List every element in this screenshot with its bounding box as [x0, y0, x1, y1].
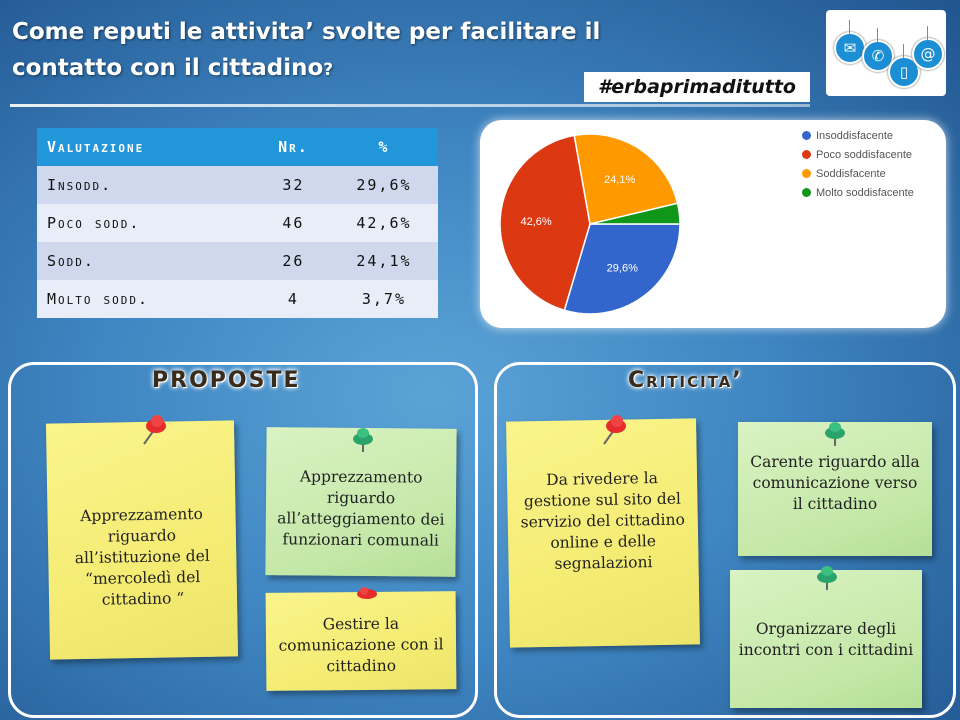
- note-text: Organizzare degli incontri con i cittadini: [738, 620, 914, 659]
- legend-swatch: [802, 150, 811, 159]
- title-line-2: contatto con il cittadino: [12, 55, 324, 81]
- legend-item: [802, 168, 886, 180]
- row-label: Sodd.: [37, 242, 257, 280]
- row-pct: 24,1%: [330, 242, 438, 280]
- row-pct: 42,6%: [330, 204, 438, 242]
- row-nr: 46: [257, 204, 330, 242]
- note-text: Da rivedere la gestione sul sito del servizio del cittadino online e delle segnalazioni: [520, 468, 686, 573]
- title-underline: [10, 104, 810, 107]
- legend-item: [802, 130, 893, 142]
- row-pct: 3,7%: [330, 280, 438, 318]
- sticky-note-criticita-1: [506, 418, 700, 647]
- table-row: [37, 204, 438, 242]
- phone-icon: ✆: [862, 40, 894, 72]
- legend-swatch: [802, 169, 811, 178]
- pie-slice-label: 24,1%: [604, 173, 636, 186]
- row-label: Poco sodd.: [37, 204, 257, 242]
- sticky-note-proposta-3: [266, 591, 457, 691]
- table-row: [37, 280, 438, 318]
- title-line-1: Come reputi le attivita’ svolte per facilitare il: [12, 19, 601, 45]
- row-nr: 4: [257, 280, 330, 318]
- table-header-row: [37, 128, 438, 166]
- legend-label: Soddisfacente: [816, 168, 886, 180]
- header-valutazione: Valutazione: [37, 128, 257, 166]
- note-text: Gestire la comunicazione con il cittadino: [278, 614, 444, 675]
- pie-slice-label: 29,6%: [606, 262, 638, 275]
- legend-item: [802, 149, 912, 161]
- pie-chart: [480, 120, 720, 328]
- legend-swatch: [802, 131, 811, 140]
- criticita-title: Criticita’: [628, 368, 743, 393]
- green-pin-icon: [346, 424, 380, 454]
- row-label: Molto sodd.: [37, 280, 257, 318]
- legend-label: Molto soddisfacente: [816, 187, 914, 199]
- row-nr: 26: [257, 242, 330, 280]
- contact-icons-graphic: [826, 10, 946, 96]
- header-nr: Nr.: [257, 128, 330, 166]
- header-pct: %: [330, 128, 438, 166]
- note-text: Carente riguardo alla comunicazione verso il cittadino: [750, 452, 920, 513]
- green-pin-icon: [810, 562, 844, 592]
- sticky-note-proposta-1: [46, 420, 238, 659]
- mobile-icon: ▯: [888, 56, 920, 88]
- green-pin-icon: [818, 418, 852, 448]
- red-pin-icon: [350, 584, 384, 606]
- title-question-mark: ?: [323, 60, 334, 80]
- pie-chart-card: [480, 120, 946, 328]
- note-text: Apprezzamento riguardo all’atteggiamento dei funzionari comunali: [277, 467, 445, 550]
- note-text: Apprezzamento riguardo all’istituzione del “mercoledì del cittadino “: [74, 504, 210, 609]
- legend-swatch: [802, 188, 811, 197]
- row-label: Insodd.: [37, 166, 257, 204]
- table-row: [37, 166, 438, 204]
- proposte-title: PROPOSTE: [152, 368, 301, 393]
- legend-item: [802, 187, 914, 199]
- row-nr: 32: [257, 166, 330, 204]
- ratings-table: [37, 128, 438, 318]
- mail-icon: ✉: [834, 32, 866, 64]
- legend-label: Insoddisfacente: [816, 130, 894, 142]
- table-row: [37, 242, 438, 280]
- at-icon: @: [912, 38, 944, 70]
- row-pct: 29,6%: [330, 166, 438, 204]
- red-pin-icon: [136, 412, 170, 448]
- pie-slice-label: 42,6%: [520, 215, 552, 228]
- legend-label: Poco soddisfacente: [816, 149, 913, 161]
- hashtag-label: #erbaprimaditutto: [584, 72, 810, 102]
- red-pin-icon: [596, 412, 630, 448]
